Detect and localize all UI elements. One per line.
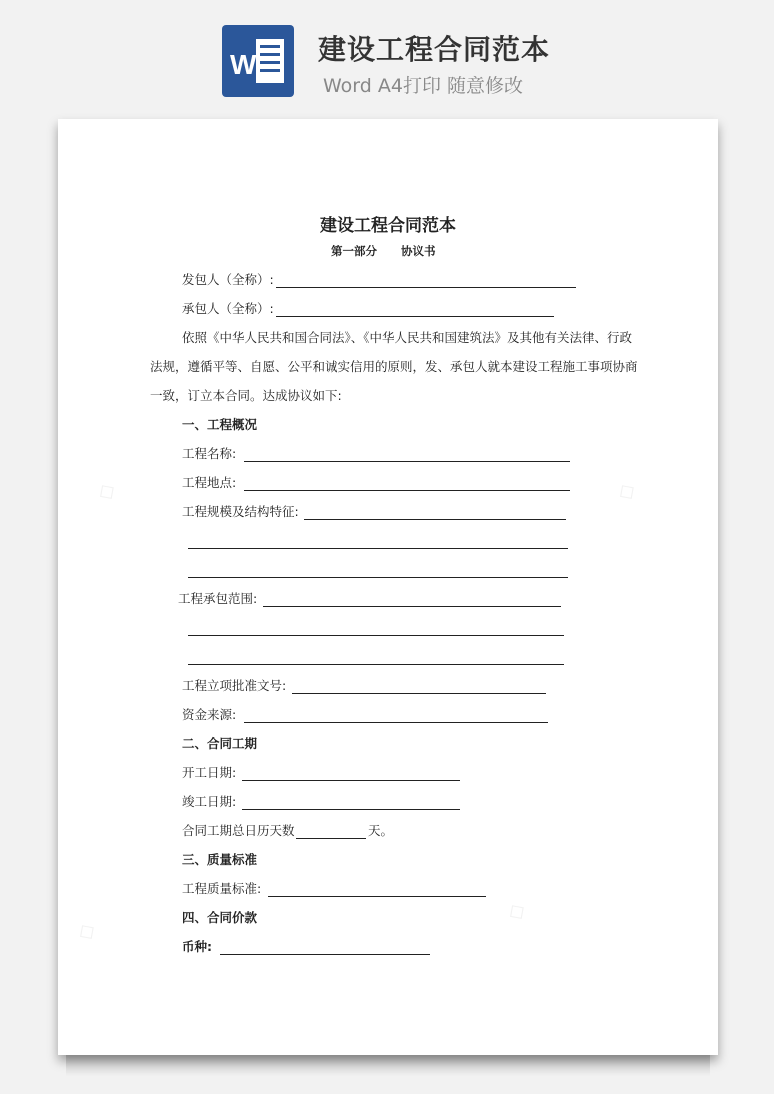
- project-scale-field-line-2[interactable]: [188, 548, 568, 549]
- contractor-field[interactable]: [276, 316, 554, 317]
- project-name-field[interactable]: [244, 461, 570, 462]
- section-heading-2: 二、合同工期: [182, 736, 258, 751]
- currency-label: 币种:: [182, 939, 212, 954]
- word-icon: [222, 25, 294, 97]
- quality-standard-label: 工程质量标准:: [182, 881, 262, 896]
- paragraph-line-3: 一致，订立本合同。达成协议如下:: [150, 388, 342, 403]
- project-name-label: 工程名称:: [182, 446, 237, 461]
- total-days-field[interactable]: [296, 838, 366, 839]
- project-site-label: 工程地点:: [182, 475, 237, 490]
- document-subtitle: 第一部分 协议书: [331, 244, 436, 258]
- completion-date-field[interactable]: [242, 809, 460, 810]
- document-page: [58, 119, 718, 1055]
- banner: [0, 0, 774, 110]
- completion-date-label: 竣工日期:: [182, 794, 237, 809]
- project-site-field[interactable]: [244, 490, 570, 491]
- project-scale-label: 工程规模及结构特征:: [182, 504, 299, 519]
- employer-label: 发包人（全称）:: [182, 272, 274, 287]
- banner-subtitle: Word A4打印 随意修改: [323, 75, 524, 97]
- word-icon-letter: W: [230, 49, 257, 80]
- watermark-mark: ◇: [612, 476, 641, 507]
- banner-title: 建设工程合同范本: [318, 33, 551, 66]
- section-heading-4: 四、合同价款: [182, 910, 258, 925]
- approval-number-field[interactable]: [292, 693, 546, 694]
- page-shadow: [66, 1055, 710, 1077]
- employer-field[interactable]: [276, 287, 576, 288]
- approval-number-label: 工程立项批准文号:: [182, 678, 287, 693]
- quality-standard-field[interactable]: [268, 896, 486, 897]
- start-date-field[interactable]: [242, 780, 460, 781]
- paragraph-line-2: 法规，遵循平等、自愿、公平和诚实信用的原则，发、承包人就本建设工程施工事项协商: [150, 359, 638, 374]
- watermark-mark: ◇: [72, 916, 101, 947]
- contract-scope-field-line-3[interactable]: [188, 664, 564, 665]
- document-title: 建设工程合同范本: [320, 216, 456, 236]
- fund-source-label: 资金来源:: [182, 707, 237, 722]
- section-heading-1: 一、工程概况: [182, 417, 258, 432]
- fund-source-field[interactable]: [244, 722, 548, 723]
- section-heading-3: 三、质量标准: [182, 852, 258, 867]
- contractor-label: 承包人（全称）:: [182, 301, 274, 316]
- total-days-prefix: 合同工期总日历天数: [182, 823, 295, 838]
- watermark-mark: ◇: [502, 896, 531, 927]
- total-days-suffix: 天。: [368, 823, 394, 838]
- paragraph-line-1: 依照《中华人民共和国合同法》、《中华人民共和国建筑法》及其他有关法律、行政: [182, 330, 633, 345]
- currency-field[interactable]: [220, 954, 430, 955]
- contract-scope-field-line-2[interactable]: [188, 635, 564, 636]
- watermark-mark: ◇: [92, 476, 121, 507]
- project-scale-field[interactable]: [304, 519, 566, 520]
- start-date-label: 开工日期:: [182, 765, 237, 780]
- contract-scope-label: 工程承包范围:: [178, 591, 258, 606]
- contract-scope-field[interactable]: [263, 606, 561, 607]
- project-scale-field-line-3[interactable]: [188, 577, 568, 578]
